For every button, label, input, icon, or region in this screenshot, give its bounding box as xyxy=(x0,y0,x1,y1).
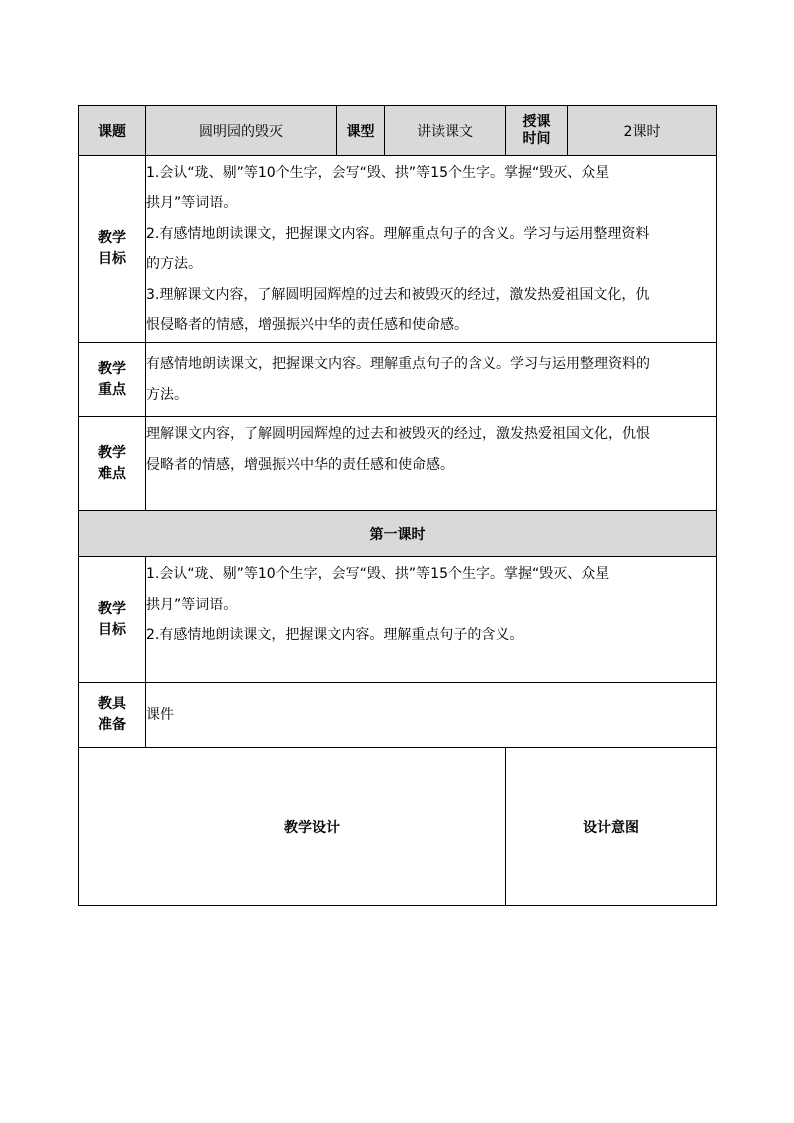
materials-label-line2: 准备 xyxy=(98,717,126,733)
time-label xyxy=(506,106,568,156)
type-value: 讲读课文 xyxy=(385,106,506,156)
difficulties-row xyxy=(79,417,717,511)
key-points-label-line2: 重点 xyxy=(98,381,126,398)
key-points-label-line1: 教学 xyxy=(98,360,126,377)
time-label-line2: 时间 xyxy=(522,130,551,147)
goals-line: 拱月”等词语。 xyxy=(146,195,238,211)
lesson-plan-table xyxy=(78,105,717,906)
difficulties-label xyxy=(79,417,146,511)
first-lesson-goals-label-line1: 教学 xyxy=(98,600,126,617)
goals-row xyxy=(79,156,717,343)
design-row xyxy=(79,748,717,906)
first-lesson-goals-label-line2: 目标 xyxy=(98,621,126,638)
section-title: 第一课时 xyxy=(79,511,717,557)
time-value: 2课时 xyxy=(568,106,717,156)
topic-label: 课题 xyxy=(79,106,146,156)
goals-line: 2.有感情地朗读课文，把握课文内容。理解重点句子的含义。学习与运用整理资料 xyxy=(146,225,650,242)
key-points-line: 有感情地朗读课文，把握课文内容。理解重点句子的含义。学习与运用整理资料的 xyxy=(146,356,650,372)
section-row xyxy=(79,511,717,557)
first-lesson-goals-label xyxy=(79,557,146,683)
first-lesson-goals-line: 1.会认“珑、剔”等10个生字，会写“毁、拱”等15个生字。掌握“毁灭、众星 xyxy=(146,566,610,582)
goals-line: 的方法。 xyxy=(146,256,202,272)
goals-label-line2: 目标 xyxy=(98,251,126,267)
materials-label-line1: 教具 xyxy=(98,696,126,712)
goals-line: 1.会认“珑、剔”等10个生字，会写“毁、拱”等15个生字。掌握“毁灭、众星 xyxy=(146,164,610,181)
key-points-label xyxy=(79,343,146,417)
key-points-row xyxy=(79,343,717,417)
design-right-title: 设计意图 xyxy=(506,748,717,906)
first-lesson-goals-content xyxy=(146,557,717,683)
goals-label-line1: 教学 xyxy=(98,230,126,246)
difficulties-content xyxy=(146,417,717,511)
materials-value: 课件 xyxy=(146,683,717,748)
difficulties-label-line1: 教学 xyxy=(98,444,126,461)
topic-value: 圆明园的毁灭 xyxy=(146,106,337,156)
design-left-title: 教学设计 xyxy=(284,819,340,836)
difficulties-label-line2: 难点 xyxy=(98,465,126,482)
goals-content xyxy=(146,156,717,343)
materials-row xyxy=(79,683,717,748)
first-lesson-goals-line: 拱月”等词语。 xyxy=(146,596,238,613)
key-points-line: 方法。 xyxy=(146,386,188,403)
goals-line: 恨侵略者的情感，增强振兴中华的责任感和使命感。 xyxy=(146,317,468,333)
first-lesson-goals-row xyxy=(79,557,717,683)
difficulties-line: 侵略者的情感，增强振兴中华的责任感和使命感。 xyxy=(146,456,454,473)
type-label: 课型 xyxy=(337,106,385,156)
key-points-content xyxy=(146,343,717,417)
first-lesson-goals-line: 2.有感情地朗读课文，把握课文内容。理解重点句子的含义。 xyxy=(146,627,524,643)
design-left-cell xyxy=(79,748,506,906)
header-row xyxy=(79,106,717,156)
goals-label xyxy=(79,156,146,343)
materials-label xyxy=(79,683,146,748)
goals-line: 3.理解课文内容，了解圆明园辉煌的过去和被毁灭的经过，激发热爱祖国文化，仇 xyxy=(146,286,650,303)
time-label-line1: 授课 xyxy=(522,113,551,130)
difficulties-line: 理解课文内容，了解圆明园辉煌的过去和被毁灭的经过，激发热爱祖国文化，仇恨 xyxy=(146,426,650,442)
